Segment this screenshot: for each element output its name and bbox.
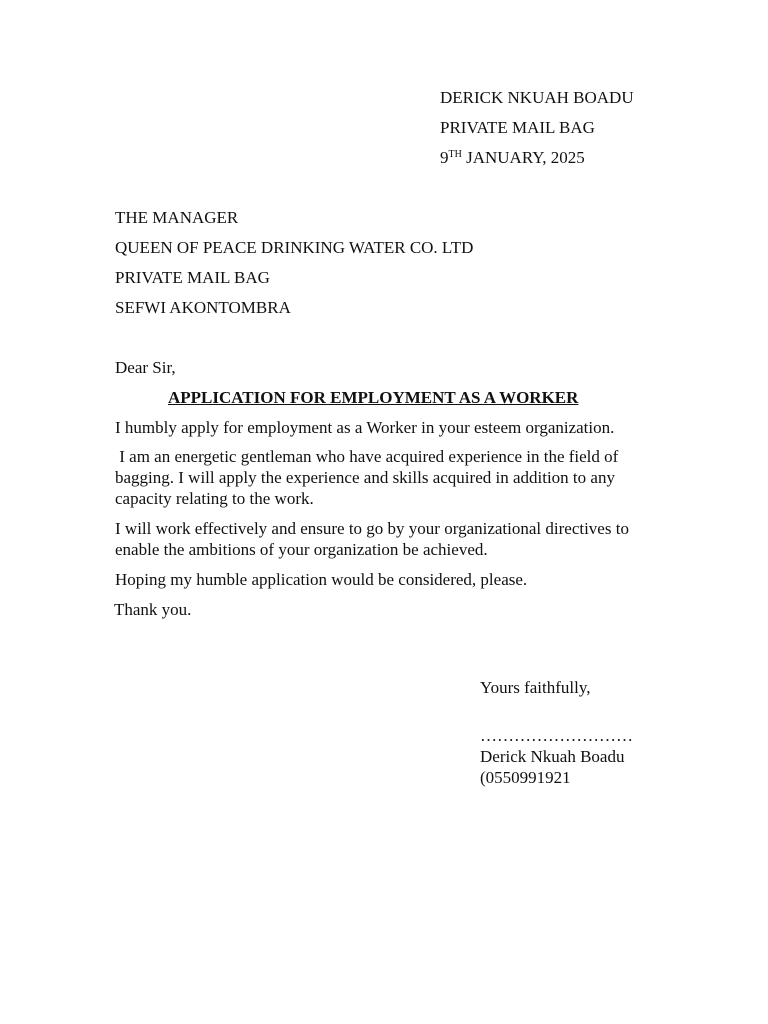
date-day: 9 xyxy=(440,148,449,167)
signer-name: Derick Nkuah Boadu xyxy=(480,747,625,766)
body-paragraph-1: I humbly apply for employment as a Worker in your esteem organization. xyxy=(115,418,615,437)
recipient-address: PRIVATE MAIL BAG xyxy=(115,268,270,287)
letter-date xyxy=(440,147,585,168)
date-rest: JANUARY, 2025 xyxy=(461,148,585,167)
body-paragraph-3: I will work effectively and ensure to go by your organizational directives to enable the ambitions of your organization be achieved. xyxy=(115,519,629,559)
letter-subject: APPLICATION FOR EMPLOYMENT AS A WORKER xyxy=(168,388,579,407)
recipient-town: SEFWI AKONTOMBRA xyxy=(115,298,291,317)
signature-line: ……………………… xyxy=(480,726,633,745)
date-suffix: TH xyxy=(448,149,462,160)
body-paragraph-2: I am an energetic gentleman who have acquired experience in the field of bagging. I will apply the experience and skills acquired in addition to any capacity relating to the work. xyxy=(115,447,623,508)
recipient-company: QUEEN OF PEACE DRINKING WATER CO. LTD xyxy=(115,238,474,257)
sender-name: DERICK NKUAH BOADU xyxy=(440,88,634,107)
signer-phone: (0550991921 xyxy=(480,768,571,787)
thanks-line: Thank you. xyxy=(114,600,192,619)
body-paragraph-4: Hoping my humble application would be considered, please. xyxy=(115,570,528,589)
sender-address: PRIVATE MAIL BAG xyxy=(440,118,595,137)
valediction: Yours faithfully, xyxy=(480,678,591,697)
recipient-title: THE MANAGER xyxy=(115,208,239,227)
salutation: Dear Sir, xyxy=(115,358,176,377)
